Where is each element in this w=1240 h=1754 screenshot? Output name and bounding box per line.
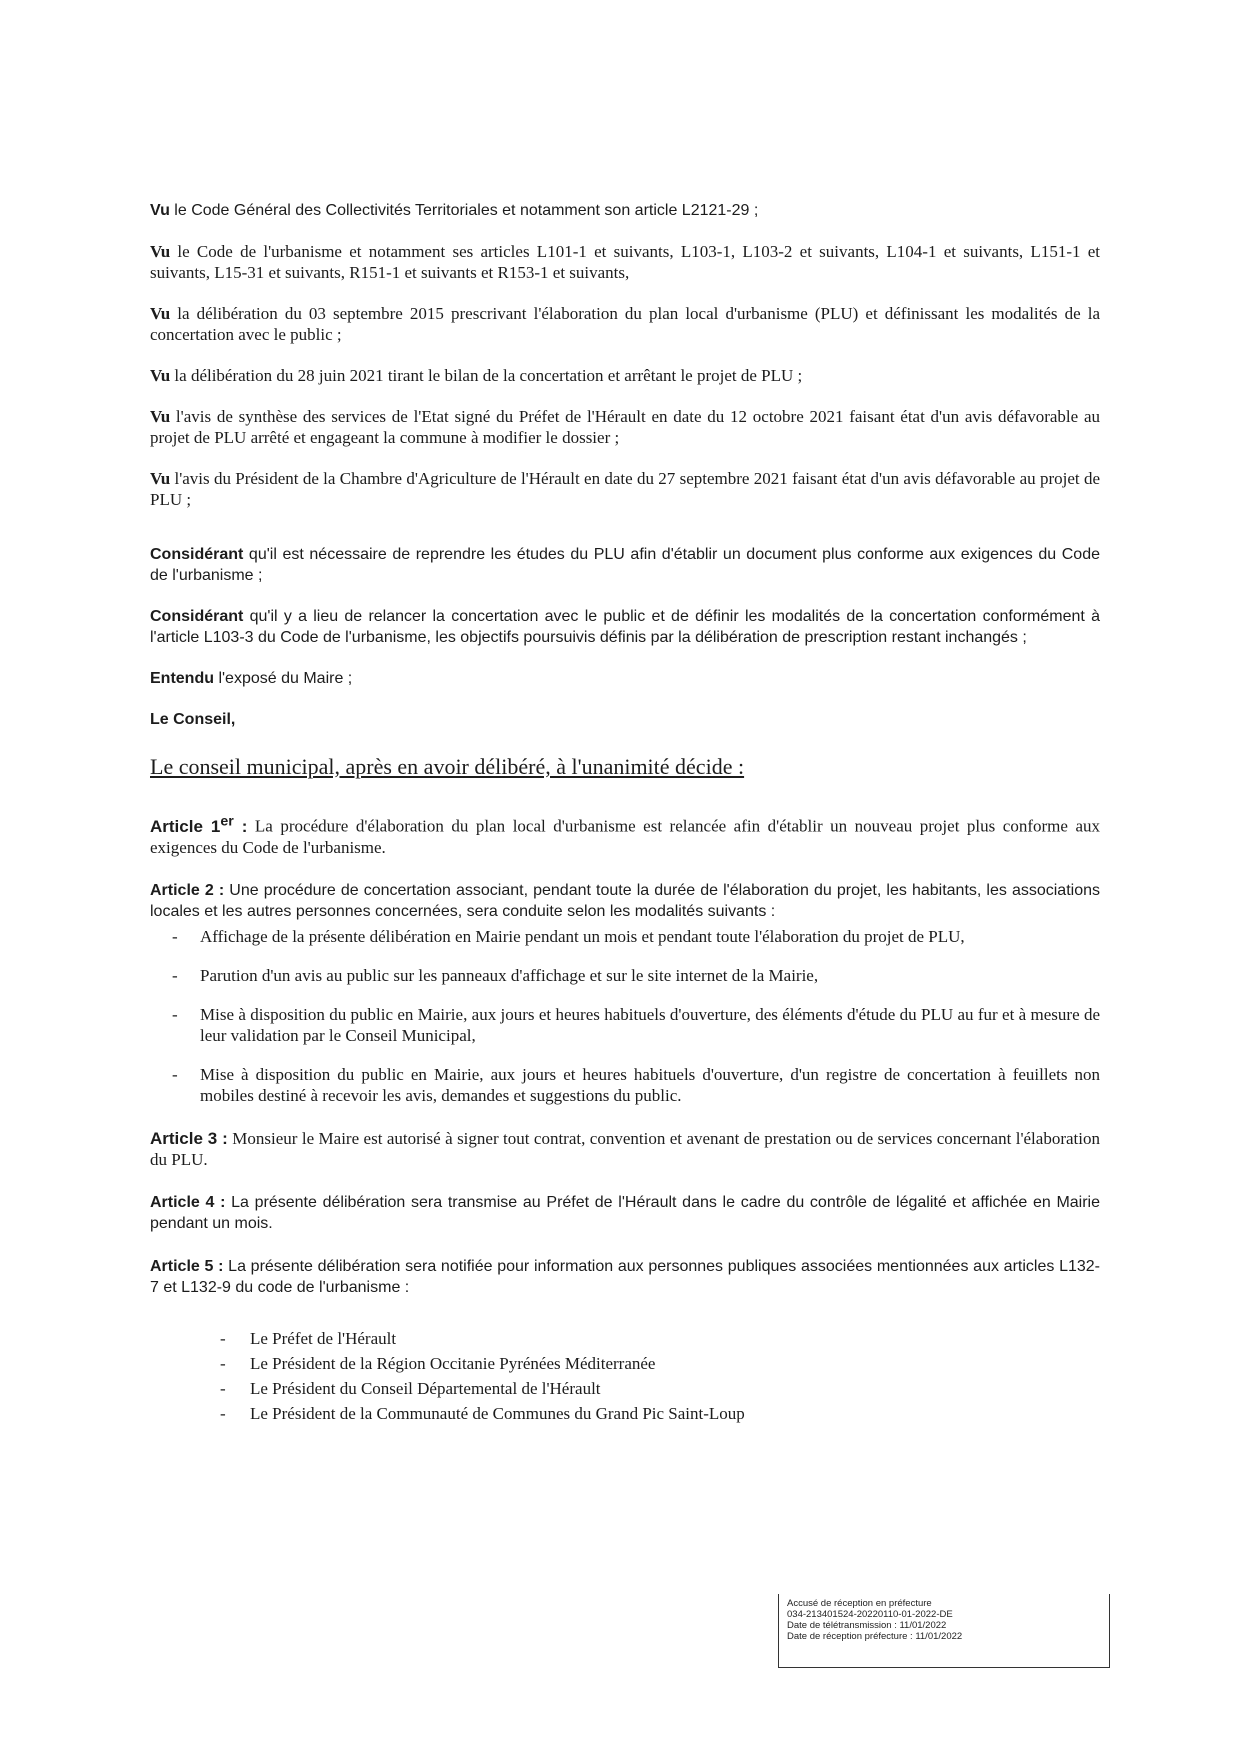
deliberation-body: [150, 200, 1100, 1446]
article-text: Une procédure de concertation associant, pendant toute la durée de l'élaboration du projet, les habitants, les associations locales et les autres personnes concernées, sera conduite selon les modalités suivants :: [150, 881, 1100, 920]
article-2-intro: [150, 880, 1100, 922]
vu-keyword: Vu: [150, 469, 171, 488]
entendu-keyword: Entendu: [150, 670, 214, 687]
entendu-paragraph: [150, 668, 1100, 689]
concertation-modalities-list: [150, 926, 1100, 1106]
list-item: - Le Président de la Région Occitanie Pyrénées Méditerranée: [220, 1353, 1100, 1374]
stamp-line: Date de télétransmission : 11/01/2022: [787, 1620, 947, 1631]
article-label: Article 3 :: [150, 1128, 228, 1148]
vu-paragraph: [150, 303, 1100, 345]
article-2: [150, 880, 1100, 1106]
vu-paragraph: [150, 200, 1100, 221]
decision-heading: Le conseil municipal, après en avoir délibéré, à l'unanimité décide :: [150, 754, 745, 779]
stamp-line: 034-213401524-20220110-01-2022-DE: [787, 1609, 953, 1620]
vu-keyword: Vu: [150, 366, 171, 385]
vu-keyword: Vu: [150, 202, 170, 219]
list-item: - Mise à disposition du public en Mairie, aux jours et heures habituels d'ouverture, des éléments d'étude du PLU au fur et à mesure de leur validation par le Conseil Municipal,: [150, 1004, 1100, 1046]
considerant-keyword: Considérant: [150, 546, 244, 563]
list-item: - Le Président du Conseil Départemental de l'Hérault: [220, 1378, 1100, 1399]
vu-text: la délibération du 28 juin 2021 tirant le bilan de la concertation et arrêtant le projet de PLU ;: [170, 366, 803, 385]
vu-paragraph: [150, 365, 1100, 386]
considerant-keyword: Considérant: [150, 608, 244, 625]
considerant-text: qu'il est nécessaire de reprendre les études du PLU afin d'établir un document plus conforme aux exigences du Code de l'urbanisme ;: [150, 546, 1100, 584]
article-superscript: er: [220, 813, 234, 829]
vu-text: la délibération du 03 septembre 2015 prescrivant l'élaboration du plan local d'urbanisme (PLU) et définissant les modalités de la concertation avec le public ;: [150, 304, 1100, 344]
article-text: La procédure d'élaboration du plan local d'urbanisme est relancée afin d'établir un nouveau projet plus conforme aux exigences du Code de l'urbanisme.: [150, 816, 1100, 857]
article-text: La présente délibération sera notifiée pour information aux personnes publiques associées mentionnées aux articles L132-7 et L132-9 du code de l'urbanisme :: [150, 1257, 1100, 1296]
vu-text: le Code de l'urbanisme et notamment ses articles L101-1 et suivants, L103-1, L103-2 et suivants, L104-1 et suivants, L151-1 et suivants, L15-31 et suivants, R151-1 et suivants et R153-1 et suivants,: [150, 242, 1100, 282]
article-text: La présente délibération sera transmise au Préfet de l'Hérault dans le cadre du contrôle de légalité et affichée en Mairie pendant un mois.: [150, 1193, 1101, 1232]
considerant-paragraph: [150, 606, 1100, 648]
vu-text: le Code Général des Collectivités Territoriales et notamment son article L2121-29 ;: [169, 202, 759, 219]
vu-paragraph: [150, 468, 1100, 510]
vu-paragraph: [150, 406, 1100, 448]
article-colon: :: [233, 816, 248, 836]
article-label: Article 4 :: [150, 1193, 226, 1211]
list-item: - Le Préfet de l'Hérault: [220, 1328, 1100, 1349]
article-1: [150, 811, 1100, 858]
conseil-text: Le Conseil,: [150, 711, 236, 728]
vu-text: l'avis de synthèse des services de l'Etat signé du Préfet de l'Hérault en date du 12 octobre 2021 faisant état d'un avis défavorable au projet de PLU arrêté et engageant la commune à modifier le dossier ;: [150, 407, 1100, 447]
article-label: [150, 813, 248, 836]
vu-paragraph: [150, 241, 1100, 283]
considerant-text: qu'il y a lieu de relancer la concertation avec le public et de définir les modalités de la concertation conformément à l'article L103-3 du Code de l'urbanisme, les objectifs poursuivis définis par la délibération de prescription restant inchangés ;: [150, 608, 1100, 646]
article-label: Article 2 :: [150, 881, 225, 899]
spacer: [150, 530, 1100, 544]
article-3: [150, 1128, 1100, 1170]
list-item: - Mise à disposition du public en Mairie, aux jours et heures habituels d'ouverture, d'un registre de concertation à feuillets non mobiles destiné à recevoir les avis, demandes et suggestions du public.: [150, 1064, 1100, 1106]
vu-text: l'avis du Président de la Chambre d'Agriculture de l'Hérault en date du 27 septembre 2021 faisant état d'un avis défavorable au projet de PLU ;: [150, 469, 1100, 509]
recipients-list: [220, 1328, 1100, 1424]
article-4: [150, 1192, 1100, 1234]
entendu-text: l'exposé du Maire ;: [214, 670, 353, 687]
article-text: Monsieur le Maire est autorisé à signer tout contrat, convention et avenant de prestation ou de services concernant l'élaboration du PLU.: [150, 1128, 1100, 1169]
conseil-label: [150, 709, 1100, 730]
stamp-line: Accusé de réception en préfecture: [787, 1598, 932, 1609]
article-label: Article 5 :: [150, 1257, 224, 1275]
article-5: [150, 1256, 1100, 1424]
article-5-intro: [150, 1256, 1100, 1298]
vu-keyword: Vu: [150, 242, 171, 261]
prefecture-receipt-stamp: [778, 1594, 1110, 1668]
stamp-line: Date de réception préfecture : 11/01/2022: [787, 1631, 963, 1642]
article-number: Article 1: [150, 816, 221, 836]
vu-keyword: Vu: [150, 304, 171, 323]
list-item: - Le Président de la Communauté de Communes du Grand Pic Saint-Loup: [220, 1403, 1100, 1424]
list-item: - Affichage de la présente délibération en Mairie pendant un mois et pendant toute l'élaboration du projet de PLU,: [150, 926, 1100, 947]
list-item: - Parution d'un avis au public sur les panneaux d'affichage et sur le site internet de la Mairie,: [150, 965, 1100, 986]
considerant-paragraph: [150, 544, 1100, 586]
vu-keyword: Vu: [150, 407, 171, 426]
